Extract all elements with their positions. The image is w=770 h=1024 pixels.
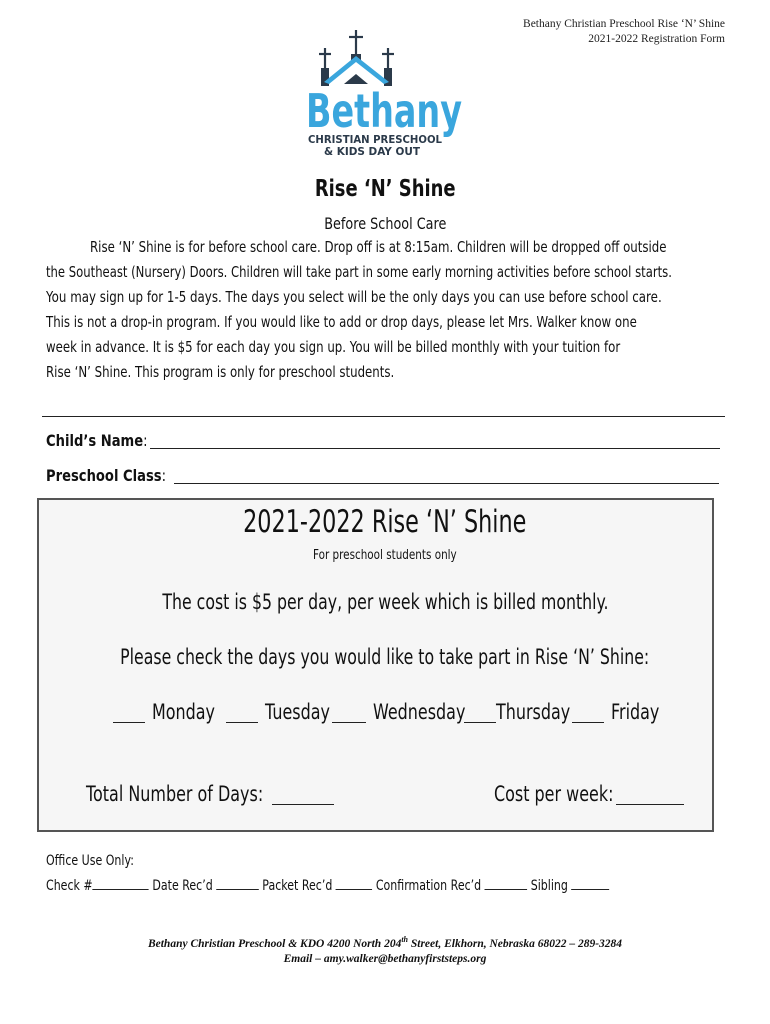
header-line-1: Bethany Christian Preschool Rise ‘N’ Shine (523, 18, 725, 30)
logo-line-2: & KIDS DAY OUT (324, 146, 421, 158)
intro-line: the Southeast (Nursery) Doors. Children will take part in some early morning activities before school starts. (46, 263, 672, 281)
sibling-label: Sibling (530, 878, 568, 894)
intro-line: Rise ‘N’ Shine. This program is only for preschool students. (46, 363, 395, 381)
child-name-field[interactable] (150, 448, 720, 449)
intro-line: Rise ‘N’ Shine is for before school care. Drop off is at 8:15am. Children will be dropped off outside (90, 238, 667, 256)
wednesday-blank[interactable] (332, 722, 366, 723)
check-number-label: Check # (46, 878, 93, 894)
box-title: 2021-2022 Rise ‘N’ Shine (243, 504, 527, 540)
page-subtitle: Before School Care (323, 214, 447, 233)
preschool-class-label: Preschool Class: (46, 466, 167, 485)
check-number-field[interactable] (93, 875, 149, 890)
date-recd-label: Date Rec’d (152, 878, 213, 894)
intro-line: You may sign up for 1-5 days. The days you select will be the only days you can use before school care. (46, 288, 662, 306)
total-days-label: Total Number of Days: (86, 782, 264, 806)
friday-blank[interactable] (572, 722, 604, 723)
logo-line-1: CHRISTIAN PRESCHOOL (308, 134, 443, 146)
confirmation-recd-label: Confirmation Rec’d (375, 878, 482, 894)
check-days-instruction: Please check the days you would like to take part in Rise ‘N’ Shine: (120, 645, 650, 669)
section-divider (42, 416, 725, 417)
header-line-2: 2021-2022 Registration Form (588, 33, 725, 45)
preschool-class-field[interactable] (174, 483, 719, 484)
tuesday-blank[interactable] (226, 722, 258, 723)
cost-text: The cost is $5 per day, per week which is billed monthly. (161, 590, 609, 614)
bethany-logo (300, 26, 470, 162)
monday-blank[interactable] (113, 722, 145, 723)
date-recd-field[interactable] (216, 875, 259, 890)
footer-email: Email – amy.walker@bethanyfirststeps.org (283, 952, 487, 965)
thursday-blank[interactable] (464, 722, 496, 723)
box-subtitle: For preschool students only (313, 548, 457, 563)
confirmation-recd-field[interactable] (485, 875, 528, 890)
church-logo-icon (300, 26, 470, 162)
packet-recd-label: Packet Rec’d (262, 878, 333, 894)
day-thursday: Thursday (496, 700, 571, 724)
child-name-label: Child’s Name: (46, 431, 148, 450)
logo-name: Bethany (306, 84, 463, 138)
page-title: Rise ‘N’ Shine (314, 176, 456, 202)
sibling-field[interactable] (571, 875, 609, 890)
intro-line: This is not a drop-in program. If you would like to add or drop days, please let Mrs. Walker know one (46, 313, 637, 331)
day-friday: Friday (611, 700, 660, 724)
cost-per-week-label: Cost per week: (494, 782, 614, 806)
packet-recd-field[interactable] (336, 875, 372, 890)
day-tuesday: Tuesday (265, 700, 330, 724)
intro-line: week in advance. It is $5 for each day you sign up. You will be billed monthly with your tuition for (46, 338, 621, 356)
cost-per-week-field[interactable] (616, 804, 684, 805)
office-use-row (46, 875, 609, 894)
footer-address: Bethany Christian Preschool & KDO 4200 North 204th Street, Elkhorn, Nebraska 68022 – 289-3284 (147, 935, 623, 950)
office-use-heading: Office Use Only: (46, 853, 134, 869)
footer (0, 932, 770, 967)
day-wednesday: Wednesday (373, 700, 466, 724)
total-days-field[interactable] (272, 804, 334, 805)
day-monday: Monday (152, 700, 216, 724)
